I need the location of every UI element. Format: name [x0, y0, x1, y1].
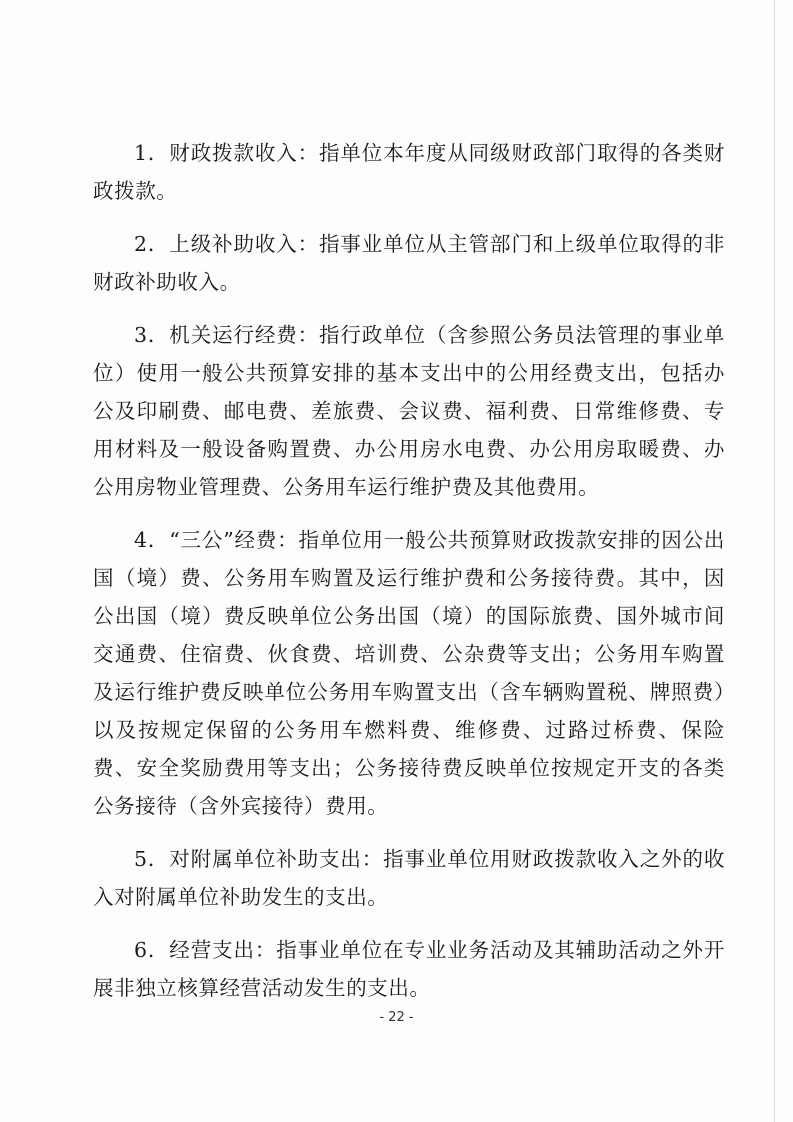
paragraph-three-public-expenses: 4．“三公”经费：指单位用一般公共预算财政拨款安排的因公出国（境）费、公务用车购置及运行维护费和公务接待费。其中，因公出国（境）费反映单位公务出国（境）的国际旅费、国外城市间交通费、住宿费、伙食费、培训费、公杂费等支出；公务用车购置及运行维护费反映单位公务用车购置支出（含车辆购置税、牌照费）以及按规定保留的公务用车燃料费、维修费、过路过桥费、保险费、安全奖励费用等支出；公务接待费反映单位按规定开支的各类公务接待（含外宾接待）费用。: [93, 528, 725, 818]
paragraph-agency-operating-expenses: 3．机关运行经费：指行政单位（含参照公务员法管理的事业单位）使用一般公共预算安排的基本支出中的公用经费支出，包括办公及印刷费、邮电费、差旅费、会议费、福利费、日常维修费、专用材料及一般设备购置费、办公用房水电费、办公用房取暖费、办公用房物业管理费、公务用车运行维护费及其他费用。: [93, 323, 725, 499]
document-body: [93, 134, 725, 1022]
paragraph-fiscal-appropriation-income: 1．财政拨款收入：指单位本年度从同级财政部门取得的各类财政拨款。: [93, 141, 725, 203]
paragraph-affiliated-unit-subsidy: 5．对附属单位补助支出：指事业单位用财政拨款收入之外的收入对附属单位补助发生的支出。: [93, 847, 725, 909]
paragraph-superior-subsidy-income: 2．上级补助收入：指事业单位从主管部门和上级单位取得的非财政补助收入。: [93, 232, 725, 294]
scan-edge-line: [774, 0, 775, 1122]
paragraph-operating-expenditure: 6．经营支出：指事业单位在专业业务活动及其辅助活动之外开展非独立核算经营活动发生的支出。: [93, 938, 725, 1000]
page-number: - 22 -: [379, 1010, 414, 1025]
